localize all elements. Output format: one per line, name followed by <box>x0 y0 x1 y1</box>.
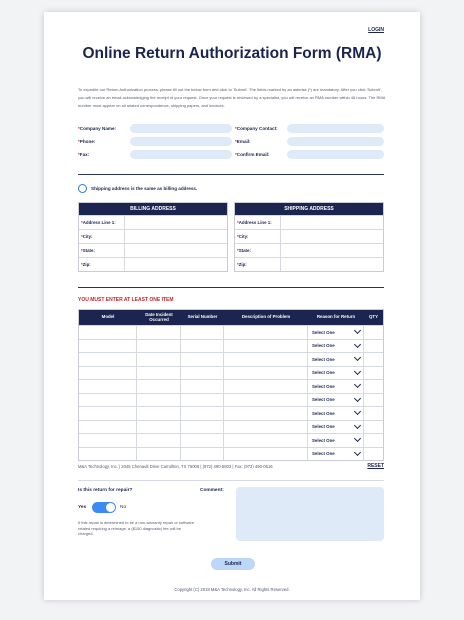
qty-input[interactable] <box>364 421 383 434</box>
rma-form-page <box>44 12 420 600</box>
model-input[interactable] <box>79 340 137 353</box>
table-row <box>79 433 383 447</box>
serial-input[interactable] <box>181 407 224 420</box>
shipping-city-input[interactable] <box>281 230 383 243</box>
shipping-zip-row: *Zip: <box>235 257 383 271</box>
divider <box>78 480 384 481</box>
description-input[interactable] <box>224 407 308 420</box>
comment-label: Comment: <box>200 488 224 493</box>
toggle-knob <box>106 503 115 512</box>
serial-input[interactable] <box>181 380 224 393</box>
description-input[interactable] <box>224 421 308 434</box>
description-input[interactable] <box>224 367 308 380</box>
chevron-down-icon <box>354 381 361 388</box>
date-input[interactable] <box>137 394 181 407</box>
repair-question: Is this return for repair? <box>78 488 133 493</box>
model-input[interactable] <box>79 421 137 434</box>
company-name-label: *Company Name: <box>78 126 117 131</box>
date-input[interactable] <box>137 353 181 366</box>
col-date-incident: Date Incident Occurred <box>145 311 173 322</box>
reason-select-value: Select One <box>312 451 335 457</box>
billing-state-row: *State: <box>79 243 227 257</box>
description-input[interactable] <box>224 380 308 393</box>
serial-input[interactable] <box>181 326 224 339</box>
qty-input[interactable] <box>364 353 383 366</box>
date-input[interactable] <box>137 421 181 434</box>
submit-button[interactable]: Submit <box>211 558 255 570</box>
model-input[interactable] <box>79 353 137 366</box>
billing-address-title: BILLING ADDRESS <box>79 203 227 215</box>
shipping-state-input[interactable] <box>281 244 383 257</box>
serial-input[interactable] <box>181 340 224 353</box>
page-title: Online Return Authorization Form (RMA) <box>82 45 382 62</box>
qty-input[interactable] <box>364 340 383 353</box>
table-row <box>79 352 383 366</box>
reason-select[interactable] <box>308 394 364 407</box>
billing-city-row: *City: <box>79 229 227 243</box>
qty-input[interactable] <box>364 407 383 420</box>
table-row <box>79 366 383 380</box>
billing-zip-input[interactable] <box>125 258 227 271</box>
chevron-down-icon <box>354 422 361 429</box>
serial-input[interactable] <box>181 367 224 380</box>
date-input[interactable] <box>137 367 181 380</box>
reason-select[interactable] <box>308 421 364 434</box>
repair-fee-note: If this repair is determined to be a non-warranty repair or software related requiring a reimage, a ($150 diagnostic) fee will be charged. <box>78 520 195 537</box>
table-row <box>79 339 383 353</box>
repair-yes-label: Yes <box>78 505 87 510</box>
model-input[interactable] <box>79 380 137 393</box>
email-field[interactable] <box>287 137 384 146</box>
reason-select-value: Select One <box>312 343 335 349</box>
reason-select-value: Select One <box>312 329 335 335</box>
phone-label: *Phone: <box>78 139 96 144</box>
reason-select-value: Select One <box>312 397 335 403</box>
reason-select-value: Select One <box>312 437 335 443</box>
reason-select[interactable] <box>308 326 364 339</box>
chevron-down-icon <box>354 341 361 348</box>
col-serial-number: Serial Number <box>187 314 218 320</box>
model-input[interactable] <box>79 448 137 461</box>
qty-input[interactable] <box>364 394 383 407</box>
items-table-body <box>79 325 383 460</box>
table-row <box>79 325 383 339</box>
shipping-state-row: *State: <box>235 243 383 257</box>
chevron-down-icon <box>354 327 361 334</box>
shipping-zip-input[interactable] <box>281 258 383 271</box>
reason-select-value: Select One <box>312 370 335 376</box>
reset-button[interactable]: RESET <box>367 463 384 469</box>
qty-input[interactable] <box>364 367 383 380</box>
reason-select-value: Select One <box>312 410 335 416</box>
reason-select[interactable] <box>308 407 364 420</box>
company-address: M&A Technology, Inc. | 2045 Chenault Drive Carrollton, TX 75006 | (972) 490-5803 | Fax: (972) 490-0616 <box>78 464 273 469</box>
description-input[interactable] <box>224 448 308 461</box>
repair-no-label: No <box>120 505 127 510</box>
billing-address-line1-input[interactable] <box>125 216 227 229</box>
company-contact-field[interactable] <box>287 124 384 133</box>
shipping-address-title: SHIPPING ADDRESS <box>235 203 383 215</box>
reason-select[interactable] <box>308 434 364 447</box>
col-description: Description of Problem <box>241 314 291 320</box>
description-input[interactable] <box>224 434 308 447</box>
items-table <box>78 309 384 461</box>
chevron-down-icon <box>354 435 361 442</box>
fax-label: *Fax: <box>78 152 90 157</box>
reason-select[interactable] <box>308 367 364 380</box>
date-input[interactable] <box>137 434 181 447</box>
date-input[interactable] <box>137 340 181 353</box>
table-row <box>79 447 383 461</box>
chevron-down-icon <box>354 408 361 415</box>
reason-select-value: Select One <box>312 383 335 389</box>
description-input[interactable] <box>224 340 308 353</box>
serial-input[interactable] <box>181 353 224 366</box>
divider <box>78 287 384 288</box>
items-required-warning: YOU MUST ENTER AT LEAST ONE ITEM <box>78 297 174 303</box>
reason-select[interactable] <box>308 448 364 461</box>
billing-zip-row: *Zip: <box>79 257 227 271</box>
fax-field[interactable] <box>130 150 232 159</box>
confirm-email-label: *Confirm Email: <box>235 152 270 157</box>
qty-input[interactable] <box>364 448 383 461</box>
chevron-down-icon <box>354 449 361 456</box>
serial-input[interactable] <box>181 448 224 461</box>
chevron-down-icon <box>354 395 361 402</box>
serial-input[interactable] <box>181 421 224 434</box>
copyright: Copyright (C) 2019 M&A Technology, Inc. All Rights Reserved. <box>174 587 290 592</box>
divider <box>78 174 384 175</box>
billing-address-table <box>78 202 228 272</box>
chevron-down-icon <box>354 368 361 375</box>
model-input[interactable] <box>79 407 137 420</box>
comment-field[interactable] <box>236 487 384 541</box>
email-label: *Email: <box>235 139 251 144</box>
description-input[interactable] <box>224 353 308 366</box>
same-address-radio[interactable] <box>78 184 87 193</box>
table-row <box>79 406 383 420</box>
table-row <box>79 379 383 393</box>
same-address-label: Shipping address is the same as billing address. <box>91 186 198 191</box>
billing-address-line1-row: *Address Line 1: <box>79 215 227 229</box>
shipping-city-row: *City: <box>235 229 383 243</box>
date-input[interactable] <box>137 326 181 339</box>
chevron-down-icon <box>354 354 361 361</box>
reason-select[interactable] <box>308 380 364 393</box>
col-reason: Reason for Return <box>316 314 356 320</box>
date-input[interactable] <box>137 448 181 461</box>
model-input[interactable] <box>79 367 137 380</box>
reason-select-value: Select One <box>312 356 335 362</box>
login-link[interactable]: LOGIN <box>368 27 384 33</box>
qty-input[interactable] <box>364 380 383 393</box>
table-row <box>79 420 383 434</box>
shipping-address-line1-input[interactable] <box>281 216 383 229</box>
shipping-address-line1-row: *Address Line 1: <box>235 215 383 229</box>
qty-input[interactable] <box>364 326 383 339</box>
col-qty: QTY <box>368 314 379 320</box>
date-input[interactable] <box>137 380 181 393</box>
phone-field[interactable] <box>130 137 232 146</box>
reason-select[interactable] <box>308 353 364 366</box>
billing-city-input[interactable] <box>125 230 227 243</box>
serial-input[interactable] <box>181 394 224 407</box>
items-table-header <box>79 310 383 325</box>
model-input[interactable] <box>79 326 137 339</box>
reason-select-value: Select One <box>312 424 335 430</box>
table-row <box>79 393 383 407</box>
description-input[interactable] <box>224 326 308 339</box>
date-input[interactable] <box>137 407 181 420</box>
company-contact-label: *Company Contact: <box>235 126 278 131</box>
shipping-address-table <box>234 202 384 272</box>
model-input[interactable] <box>79 434 137 447</box>
qty-input[interactable] <box>364 434 383 447</box>
model-input[interactable] <box>79 394 137 407</box>
confirm-email-field[interactable] <box>287 150 384 159</box>
serial-input[interactable] <box>181 434 224 447</box>
repair-toggle[interactable] <box>92 502 116 513</box>
intro-text: To expedite our Return Authorization process, please fill out the below form and click to 'Submit'. The fields marked by an asterisk (*) are mandatory. After you click 'Submit', you will receive an email acknowledging the receipt of your request. Once your request is reviewed by a specialist, you will receive an RMA number within 48 hours. The RMA number must appear on all related correspondence, shipping papers, and invoices. <box>78 87 386 108</box>
company-name-field[interactable] <box>130 124 232 133</box>
description-input[interactable] <box>224 394 308 407</box>
col-model: Model <box>101 314 115 320</box>
reason-select[interactable] <box>308 340 364 353</box>
billing-state-input[interactable] <box>125 244 227 257</box>
